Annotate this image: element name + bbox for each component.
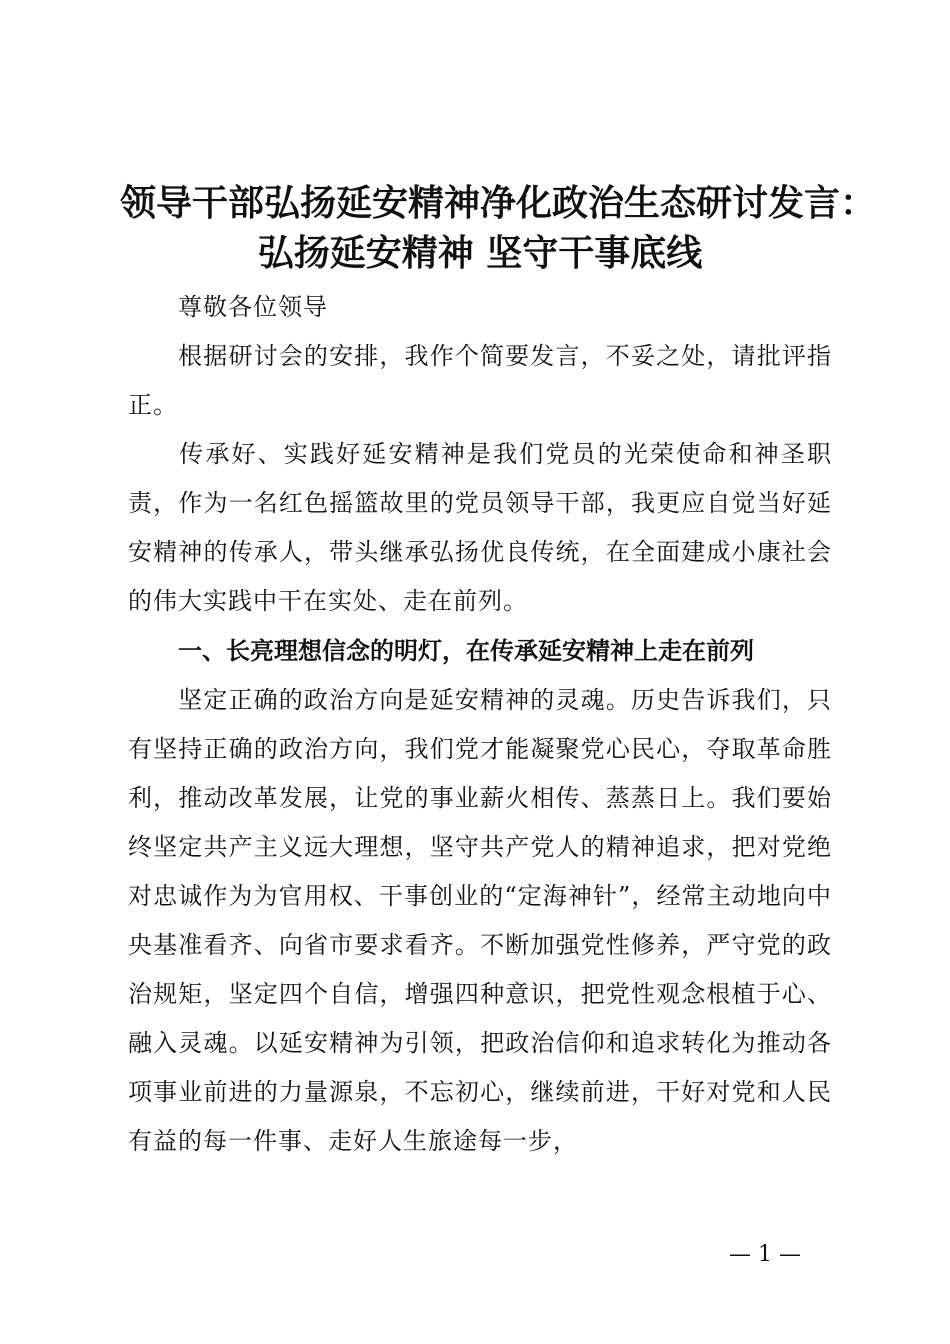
document-title-line2: 弘扬延安精神 坚守干事底线 — [257, 232, 703, 274]
paragraph-1-text: 根据研讨会的安排，我作个简要发言，不妥之处，请批评指正。 — [128, 342, 832, 419]
paragraph-3-text: 坚定正确的政治方向是延安精神的灵魂。历史告诉我们，只有坚持正确的政治方向，我们党才能凝聚党心民心，夺取革命胜利，推动改革发展，让党的事业薪火相传、蒸蒸日上。我们要始终坚定共产主义远大理想，坚守共产党人的精神追求，把对党绝对忠诚作为为官用权、干事创业的“定海神针”，经常主动地向中央基准看齐、向省市要求看齐。不断加强党性修养，严守党的政治规矩，坚定四个自信，增强四种意识，把党性观念根植于心、融入灵魂。以延安精神为引领，把政治信仰和追求转化为推动各项事业前进的力量源泉，不忘初心，继续前进，干好对党和人民有益的每一件事、走好人生旅途每一步， — [128, 686, 832, 1155]
paragraph-1 — [128, 332, 832, 430]
salutation-text: 尊敬各位领导 — [178, 293, 328, 321]
document-title-line1: 领导干部弘扬延安精神净化政治生态研讨发言： — [120, 182, 877, 224]
paragraph-2-text: 传承好、实践好延安精神是我们党员的光荣使命和神圣职责，作为一名红色摇篮故里的党员领导干部，我更应自觉当好延安精神的传承人，带头继承弘扬优良传统，在全面建成小康社会的伟大实践中干在实处、走在前列。 — [128, 440, 832, 615]
page-number: — 1 — — [729, 1242, 801, 1267]
paragraph-3 — [128, 676, 832, 1166]
section-heading-1: 一、长亮理想信念的明灯，在传承延安精神上走在前列 — [178, 637, 754, 665]
salutation — [128, 283, 832, 332]
paragraph-2 — [128, 430, 832, 626]
